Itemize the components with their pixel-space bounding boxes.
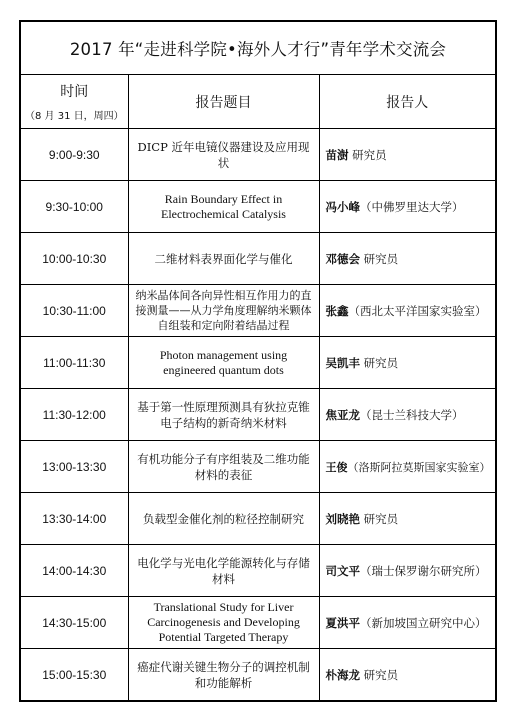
table-header-row xyxy=(21,75,495,129)
topic-cell: 癌症代谢关键生物分子的调控机制和功能解析 xyxy=(128,649,319,701)
speaker-name: 吴凯丰 xyxy=(325,355,360,370)
time-cell: 15:00-15:30 xyxy=(21,649,128,701)
speaker-name: 冯小峰 xyxy=(325,199,360,214)
document-title: 2017 年“走进科学院•海外人才行”青年学术交流会 xyxy=(21,22,495,75)
time-cell: 10:30-11:00 xyxy=(21,285,128,337)
speaker-cell xyxy=(319,285,495,337)
topic-cell: 基于第一性原理预测具有狄拉克锥电子结构的新奇纳米材料 xyxy=(128,389,319,441)
speaker-cell xyxy=(319,493,495,545)
speaker-name: 邓德会 xyxy=(325,251,360,266)
time-cell: 11:30-12:00 xyxy=(21,389,128,441)
speaker-cell xyxy=(319,181,495,233)
speaker-name: 朴海龙 xyxy=(325,667,360,682)
table-row xyxy=(21,493,495,545)
topic-cell: 二维材料表界面化学与催化 xyxy=(128,233,319,285)
speaker-cell xyxy=(319,597,495,649)
time-cell: 9:00-9:30 xyxy=(21,129,128,181)
speaker-name: 王俊 xyxy=(325,460,348,474)
time-cell: 13:00-13:30 xyxy=(21,441,128,493)
table-row xyxy=(21,233,495,285)
topic-cell: DICP 近年电镜仪器建设及应用现状 xyxy=(128,129,319,181)
speaker-affiliation: 研究员 xyxy=(363,355,399,370)
table-row xyxy=(21,545,495,597)
topic-cell: Photon management using engineered quantum dots xyxy=(128,337,319,389)
topic-cell: 电化学与光电化学能源转化与存储材料 xyxy=(128,545,319,597)
topic-cell: 负载型金催化剂的粒径控制研究 xyxy=(128,493,319,545)
speaker-name: 夏洪平 xyxy=(325,615,360,630)
date-header-label: （8 月 31 日，周四） xyxy=(25,111,124,122)
speaker-cell xyxy=(319,337,495,389)
speaker-cell xyxy=(319,649,495,701)
time-cell: 13:30-14:00 xyxy=(21,493,128,545)
speaker-cell xyxy=(319,545,495,597)
speaker-column-header: 报告人 xyxy=(319,75,495,129)
speaker-name: 苗澍 xyxy=(325,147,349,162)
speaker-name: 焦亚龙 xyxy=(325,407,360,422)
topic-cell: Rain Boundary Effect in Electrochemical Catalysis xyxy=(128,181,319,233)
speaker-affiliation: （瑞士保罗谢尔研究所） xyxy=(360,563,487,578)
table-row xyxy=(21,441,495,493)
speaker-affiliation: （西北太平洋国家实验室） xyxy=(348,303,487,318)
speaker-affiliation: （洛斯阿拉莫斯国家实验室） xyxy=(347,460,491,474)
speaker-affiliation: （中佛罗里达大学） xyxy=(360,199,464,214)
speaker-cell xyxy=(319,233,495,285)
topic-cell: 纳米晶体间各向异性相互作用力的直接测量——从力学角度理解纳米颗体自组装和定向附着结晶过程 xyxy=(128,285,319,337)
time-cell: 14:30-15:00 xyxy=(21,597,128,649)
speaker-name: 司文平 xyxy=(325,563,360,578)
table-row xyxy=(21,285,495,337)
table-row xyxy=(21,129,495,181)
speaker-name: 张鑫 xyxy=(325,303,349,318)
topic-cell: Translational Study for Liver Carcinogenesis and Developing Potential Targeted Therapy xyxy=(128,597,319,649)
table-row xyxy=(21,649,495,701)
time-cell: 10:00-10:30 xyxy=(21,233,128,285)
schedule-table xyxy=(21,75,495,700)
speaker-affiliation: 研究员 xyxy=(363,511,399,526)
table-row xyxy=(21,337,495,389)
topic-column-header: 报告题目 xyxy=(128,75,319,129)
time-header-label: 时间 xyxy=(60,84,89,100)
time-cell: 11:00-11:30 xyxy=(21,337,128,389)
speaker-cell xyxy=(319,129,495,181)
speaker-affiliation: 研究员 xyxy=(363,667,399,682)
speaker-affiliation: （昆士兰科技大学） xyxy=(360,407,464,422)
table-row xyxy=(21,597,495,649)
time-cell: 9:30-10:00 xyxy=(21,181,128,233)
speaker-cell xyxy=(319,441,495,493)
time-cell: 14:00-14:30 xyxy=(21,545,128,597)
table-row xyxy=(21,389,495,441)
speaker-name: 刘晓艳 xyxy=(325,511,360,526)
time-column-header xyxy=(21,75,128,129)
table-row xyxy=(21,181,495,233)
speaker-affiliation: 研究员 xyxy=(363,251,399,266)
schedule-document xyxy=(19,20,497,702)
speaker-affiliation: 研究员 xyxy=(352,147,387,162)
topic-cell: 有机功能分子有序组装及二维功能材料的表征 xyxy=(128,441,319,493)
speaker-cell xyxy=(319,389,495,441)
speaker-affiliation: （新加坡国立研究中心） xyxy=(360,615,487,630)
